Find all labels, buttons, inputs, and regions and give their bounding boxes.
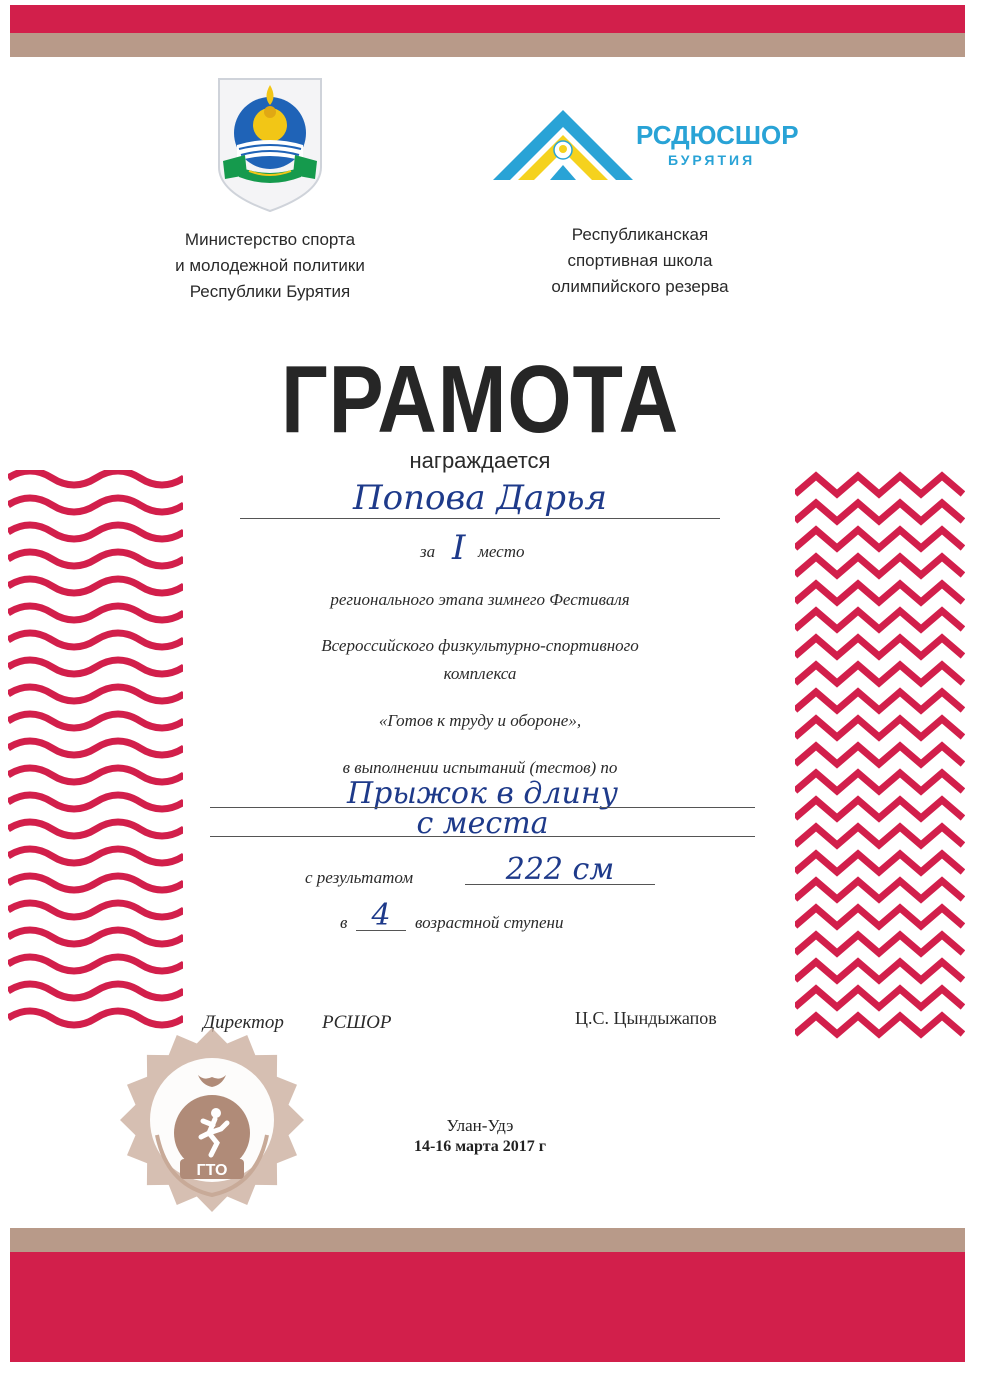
discipline-line: Прыжок в длину [346, 776, 618, 811]
bottom-tan-band [10, 1228, 965, 1252]
chevron-stripe [795, 962, 963, 980]
body-line: «Готов к труду и обороне», [378, 711, 582, 730]
school-line: олимпийского резерва [551, 277, 729, 296]
wave-stripe [8, 1011, 183, 1025]
top-red-band [10, 5, 965, 33]
chevron-stripe [795, 854, 963, 872]
discipline-underline [210, 836, 755, 837]
wave-stripe [8, 795, 183, 809]
stage-post: возрастной ступени [415, 913, 564, 932]
signature-org: РСШОР [322, 1012, 392, 1033]
wave-stripe [8, 957, 183, 971]
left-wave-pattern [8, 470, 183, 1050]
ministry-block [130, 227, 410, 305]
place-value: I [452, 528, 466, 568]
chevron-stripe [795, 935, 963, 953]
wave-stripe [8, 579, 183, 593]
chevron-stripe [795, 557, 963, 575]
body-line: в выполнении испытаний (тестов) по [342, 758, 618, 777]
wave-stripe [8, 498, 183, 512]
school-line: Республиканская [571, 225, 709, 244]
awarded-label: награждается [409, 448, 551, 473]
chevron-stripe [795, 719, 963, 737]
wave-stripe [8, 714, 183, 728]
place-post: место [478, 542, 525, 561]
gto-badge-label: ГТО [196, 1162, 228, 1179]
wave-stripe [8, 633, 183, 647]
signature-name: Ц.С. Цындыжапов [575, 1008, 717, 1028]
school-logo-name: РСДЮСШОР [636, 120, 799, 150]
school-mountain-logo-icon [488, 105, 638, 185]
chevron-stripe [795, 908, 963, 926]
wave-stripe [8, 876, 183, 890]
discipline-line: с места [416, 806, 549, 841]
right-chevron-pattern [795, 470, 965, 1045]
top-tan-band [10, 33, 965, 57]
chevron-stripe [795, 881, 963, 899]
stage-pre: в [340, 913, 348, 932]
body-line: комплекса [443, 664, 517, 683]
chevron-stripe [795, 989, 963, 1007]
chevron-stripe [795, 584, 963, 602]
wave-stripe [8, 984, 183, 998]
ministry-line: и молодежной политики [175, 256, 365, 275]
chevron-stripe [795, 692, 963, 710]
wave-stripe [8, 741, 183, 755]
wave-stripe [8, 849, 183, 863]
wave-stripe [8, 552, 183, 566]
recipient-name: Попова Дарья [352, 478, 608, 518]
school-block [500, 222, 780, 300]
wave-stripe [8, 525, 183, 539]
chevron-stripe [795, 800, 963, 818]
footer-date: 14-16 марта 2017 г [413, 1138, 547, 1155]
gto-badge-icon [117, 1025, 307, 1225]
wave-stripe [8, 903, 183, 917]
wave-stripe [8, 606, 183, 620]
stage-underline [356, 930, 406, 931]
footer-city: Улан-Удэ [446, 1116, 514, 1135]
recipient-underline [240, 518, 720, 519]
chevron-stripe [795, 665, 963, 683]
school-line: спортивная школа [567, 251, 713, 270]
chevron-stripe [795, 827, 963, 845]
ministry-line: Республики Бурятия [189, 282, 351, 301]
wave-stripe [8, 930, 183, 944]
wave-stripe [8, 768, 183, 782]
chevron-stripe [795, 611, 963, 629]
chevron-stripe [795, 503, 963, 521]
certificate-title: ГРАМОТА [280, 346, 680, 453]
body-line: регионального этапа зимнего Фестиваля [330, 590, 630, 609]
result-underline [465, 884, 655, 885]
chevron-stripe [795, 1016, 963, 1034]
wave-stripe [8, 660, 183, 674]
result-value: 222 см [505, 852, 615, 887]
school-logo-sub: БУРЯТИЯ [668, 152, 756, 168]
buryatia-coat-of-arms-icon [215, 75, 325, 215]
result-label: с результатом [305, 868, 414, 887]
signature-title: Директор [203, 1012, 284, 1033]
chevron-stripe [795, 476, 963, 494]
place-pre: за [420, 542, 436, 561]
ministry-line: Министерство спорта [184, 230, 356, 249]
bottom-red-band [10, 1252, 965, 1362]
wave-stripe [8, 687, 183, 701]
chevron-stripe [795, 746, 963, 764]
body-line: Всероссийского физкультурно-спортивного [321, 636, 639, 655]
stage-value: 4 [371, 898, 391, 933]
wave-stripe [8, 822, 183, 836]
chevron-stripe [795, 773, 963, 791]
chevron-stripe [795, 530, 963, 548]
chevron-stripe [795, 638, 963, 656]
